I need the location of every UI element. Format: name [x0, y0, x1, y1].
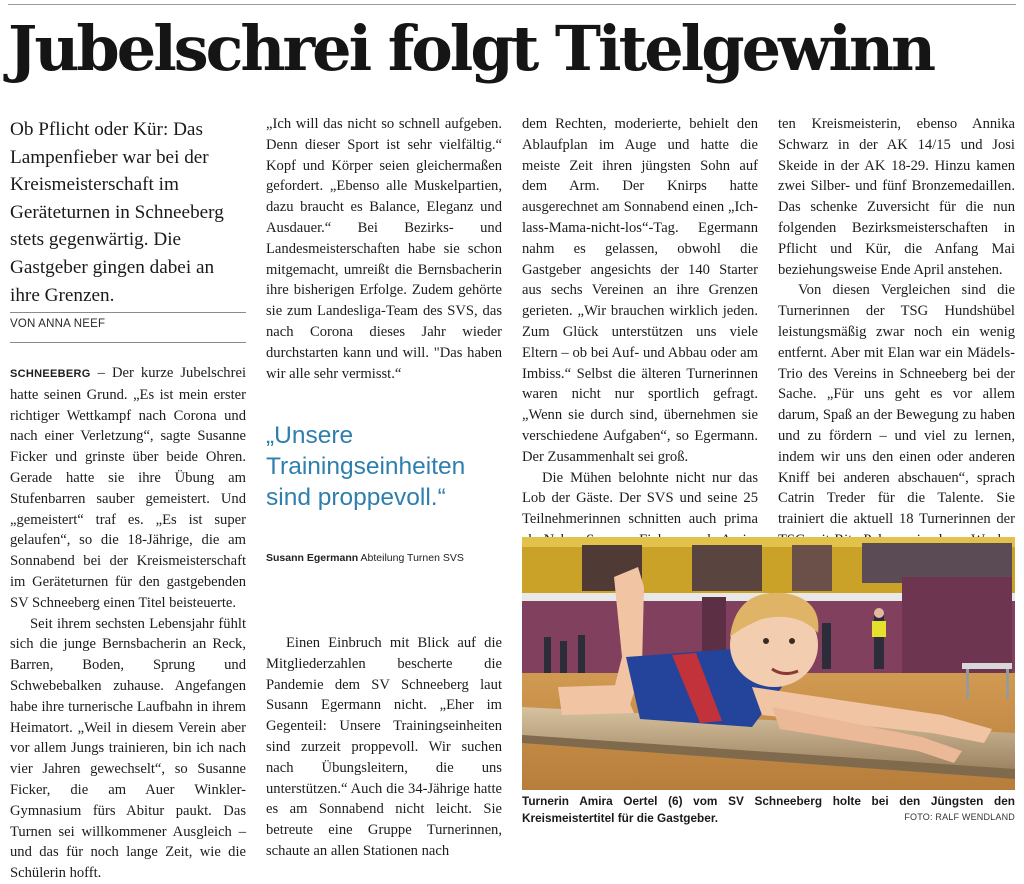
gymnast-on-beam-image [522, 537, 1015, 790]
paragraph-text: Von diesen Vergleichen sind die Turnerinnen der TSG Hundshübel leistungsmäßig zwar noch ein wenig entfernt. Aber mit Elan war ein Mädels-Trio des Vereins in Schneeberg bei der Sache. „Für uns geht es vor allem darum, Spaß an der Bewegung zu haben und zu fördern – und viel zu lernen, indem wir uns den einen oder anderen Kniff bei anderen abschauen“, sprach Catrin Treder für die Talente. Sie trainiert die aktuell 18 Turnerinnen der [778, 282, 1015, 528]
photo-caption: Turnerin Amira Oertel (6) vom SV Schneeberg holte bei den Jüngsten den Kreismeistertitel für die Gastgeber. [522, 794, 1015, 825]
teaser: Ob Pflicht oder Kür: Das Lampenfieber war bei der Kreismeisterschaft im Geräteturnen in Schneeberg stets gegenwärtig. Die Gastgeber gingen dabei an ihre Grenzen. [10, 119, 224, 306]
pull-quote: „Unsere Trainingseinheiten sind proppevoll.“ [266, 422, 466, 511]
article-column-3 [522, 114, 758, 572]
paragraph: ten Kreismeisterin, ebenso Annika Schwarz in der AK 14/15 und Josi Skeide in der AK 18-29. Hinzu kamen zwei Silber- und fünf Bronzemedaillen. Das schenke Zuversicht für die nun folgenden Bezirksmeisterschaften in Pflicht und Kür, die Anfang Mai beziehungsweise Ende April anstehen. [778, 116, 1015, 278]
teaser-divider [10, 312, 246, 313]
quote-role: Abteilung Turnen SVS [360, 552, 464, 564]
photo-credit: FOTO: RALF WENDLAND [904, 812, 1015, 822]
paragraph [10, 363, 246, 614]
pull-quote-source [266, 552, 502, 564]
paragraph [778, 280, 1015, 571]
paragraph: dem Rechten, moderierte, behielt den Ablaufplan im Auge und hatte die meiste Zeit ihren jüngsten Sohn auf dem Arm. Der Knirps hatte ausgerechnet am Sonnabend einen „Ich-lass-Mama-nicht-los“-Tag. Egermann nahm es gelassen, obwohl die Gastgeber angesichts der 140 Starter aus sechs Vereinen an ihre Grenzen gerieten. „Wir brauchen wirklich jeden. Zum Glück unterstützen uns viele Eltern – ob bei Auf- und Abbau oder am Imbiss.“ Selbst die älteren Turnerinnen waren nicht nur sportlich gefragt. „Wenn sie durch sind, übernehmen sie verschiedene Aufgaben“, so Egermann. Der Zusammenhalt sei groß. [522, 116, 758, 465]
quote-author: Susann Egermann [266, 552, 359, 564]
article-column-2-continued [266, 633, 502, 862]
paragraph: Einen Einbruch mit Blick auf die Mitgliederzahlen bescherte die Pandemie dem SV Schneeberg laut Susann Egermann nicht. „Eher im Gegenteil: Unsere Trainingseinheiten sind zurzeit proppevoll. Wir suchen nach Übungsleitern, die uns unterstützen.“ Auch die 34-Jährige hatte es am Sonnabend nicht leicht. Sie betreute eine Gruppe Turnerinnen, schaute an allen Stationen nach [266, 635, 502, 859]
article-column-4 [778, 114, 1015, 572]
paragraph-text: – Der kurze Jubelschrei hatte seinen Grund. „Es ist mein erster richtiger Wettkampf nach Corona und nach einer Verletzung“, sagte Susanne Ficker und grinste über beide Ohren. Gerade hatte sie ihre Übung am Stufenbarren sauber gemeistert. Und „gemeistert“ traf es. „Es ist super gelaufen“, so die 18-Jährige, die am Sonnabend bei der Kreismeisterschaft im Geräteturnen für den gastgebenden SV Schneeberg einen Titel beisteuerte. [10, 365, 246, 611]
article-column-2 [266, 114, 502, 384]
paragraph: Seit ihrem sechsten Lebensjahr fühlt sich die junge Bernsbacherin an Reck, Barren, Boden, Sprung und Schwebebalken zuhause. Angefangen habe ihre turnerische Laufbahn in ihrem Heimatort. „Weil in diesem Verein aber vor allem Jungs trainieren, bin ich nach vier Jahren gewechselt“, so Susanne Ficker, die am Auer Winkler-Gymnasium fürs Abitur paukt. Das Turnen sei willkommener Ausgleich – und das für noch lange Zeit, wie die Schülerin hofft. [10, 615, 246, 882]
byline: VON ANNA NEEF [10, 318, 106, 330]
article-photo [522, 537, 1015, 790]
dateline: SCHNEEBERG [10, 368, 91, 380]
paragraph: „Ich will das nicht so schnell aufgeben. Denn dieser Sport ist sehr vielfältig.“ Kopf und Körper seien gleichermaßen gefordert. „Ebenso alle Muskelpartien, dazu braucht es Balance, Eleganz und Ausdauer.“ Bei Bezirks- und Landesmeisterschaften habe sie schon mitgemacht, umreißt die Bernsbacherin ihre bisherigen Erfolge. Zudem gehörte sie zum Landesliga-Team des SVS, das nach Corona dieses Jahr wieder durchstarten kann und will. "Das haben wir alle sehr vermisst.“ [266, 116, 502, 382]
paragraph: Die Mühen belohnte nicht nur das Lob der Gäste. Der SVS und seine 25 Teilnehmerinnen schnitten auch prima [522, 469, 758, 528]
headline: Jubelschrei folgt Titelgewinn [8, 12, 934, 85]
top-rule [8, 4, 1016, 5]
byline-divider [10, 342, 246, 343]
article-column-1 [10, 363, 246, 884]
